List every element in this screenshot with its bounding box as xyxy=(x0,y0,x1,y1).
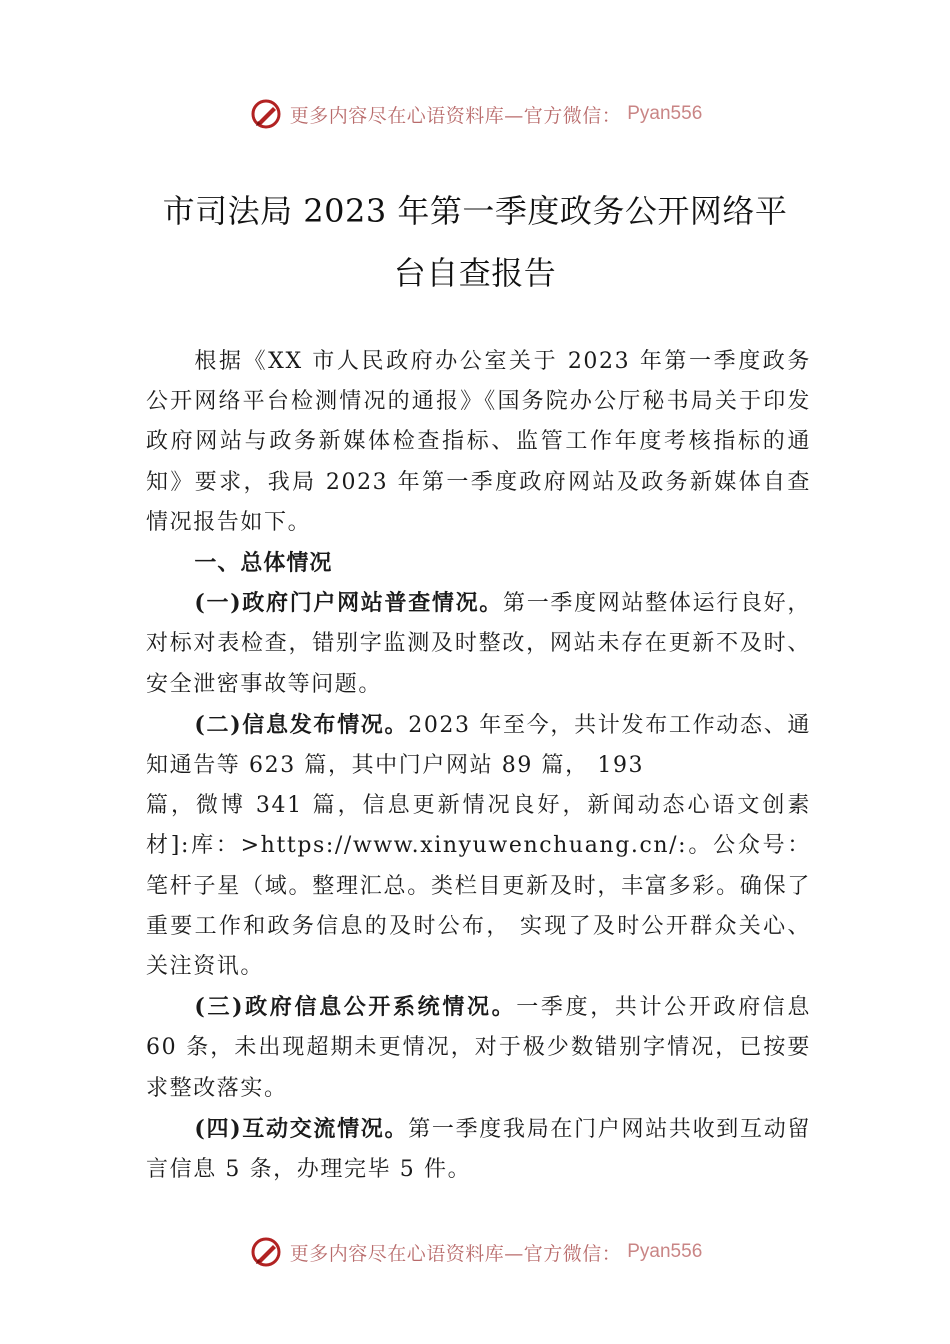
document-body xyxy=(146,342,811,1190)
item-1-label: (一)政府门户网站普查情况。 xyxy=(194,590,503,617)
title-line-2: 台自查报告 xyxy=(393,254,557,292)
watermark-wechat-id: Pyan556 xyxy=(627,1241,703,1262)
item-3-text: 一季度，共计公开政府信息 60 条，未出现超期未更情况，对于极少数错别字情况，已按要求整改落实。 xyxy=(146,995,811,1101)
item-4-paragraph xyxy=(146,1109,811,1190)
watermark-text: 更多内容尽在心语资料库—官方微信： xyxy=(289,104,622,127)
item-1-paragraph xyxy=(146,583,811,705)
intro-paragraph: 根据《XX 市人民政府办公室关于 2023 年第一季度政务公开网络平台检测情况的通报》《国务院办公厅秘书局关于印发政府网站与政务新媒体检查指标、监管工作年度考核指标的通知》要求，我局 2023 年第一季度政府网站及政务新媒体自查情况报告如下。 xyxy=(146,349,811,535)
watermark-text: 更多内容尽在心语资料库—官方微信： xyxy=(289,1242,622,1265)
section-heading-overall: 一、总体情况 xyxy=(194,550,333,577)
item-2-paragraph xyxy=(146,705,811,786)
document-title xyxy=(120,180,830,304)
pen-circle-logo-icon xyxy=(248,96,284,132)
watermark-banner-bottom xyxy=(0,1232,950,1272)
item-2-label: (二)信息发布情况。 xyxy=(194,711,409,738)
title-line-1: 市司法局 2023 年第一季度政务公开网络平 xyxy=(162,192,788,230)
watermark-wechat-id: Pyan556 xyxy=(627,103,703,124)
watermark-banner-top xyxy=(0,94,950,134)
item-3-paragraph xyxy=(146,987,811,1109)
item-1-text: 第一季度网站整体运行良好，对标对表检查，错别字监测及时整改，网站未存在更新不及时、安全泄密事故等问题。 xyxy=(146,591,811,697)
item-3-label: (三)政府信息公开系统情况。 xyxy=(194,994,517,1021)
item-4-label: (四)互动交流情况。 xyxy=(194,1115,409,1142)
item-4-text: 第一季度我局在门户网站共收到互动留言信息 5 条，办理完毕 5 件。 xyxy=(146,1116,811,1183)
item-2-text-a: 2023 年至今，共计发布工作动态、通知通告等 623 篇，其中门户网站 89 篇， 193 xyxy=(146,712,811,779)
pen-circle-logo-icon xyxy=(248,1234,284,1270)
item-2-continuation: 篇，微博 341 篇，信息更新情况良好，新闻动态心语文创素材]:库：>https://www.xinyuwenchuang.cn/:。公众号：笔杆子星（域。整理汇总。类栏目更新及时，丰富多彩。确保了重要工作和政务信息的及时公布， 实现了及时公开群众关心、关注资讯。 xyxy=(146,793,811,980)
